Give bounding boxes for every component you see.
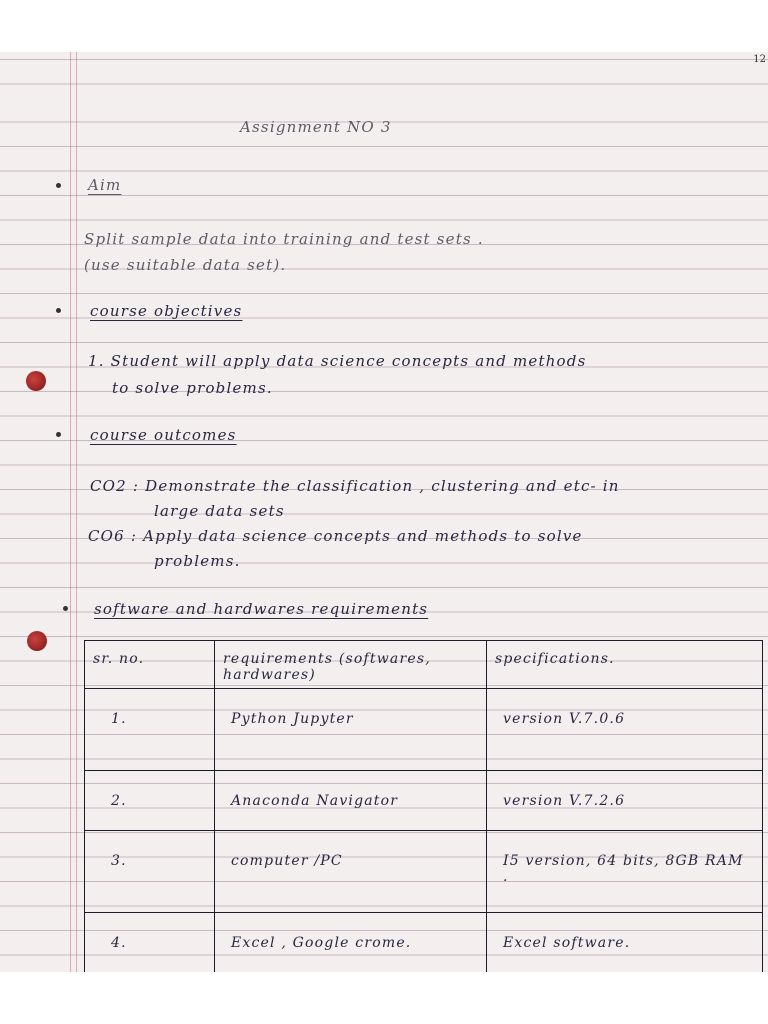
objectives-heading: course objectives [90, 302, 243, 320]
binder-hole-bottom [27, 631, 47, 651]
table-row [85, 831, 763, 913]
row-2-specification: version V.7.2.6 [487, 771, 763, 831]
column-header-specifications: specifications. [487, 641, 763, 689]
column-header-requirements: requirements (softwares, hardwares) [215, 641, 487, 689]
aim-heading: Aim [88, 176, 122, 194]
requirements-heading: software and hardwares requirements [94, 600, 429, 618]
row-2-requirement: Anaconda Navigator [215, 771, 487, 831]
assignment-title: Assignment NO 3 [240, 118, 392, 136]
row-1-specification: version V.7.0.6 [487, 689, 763, 771]
table-row [85, 771, 763, 831]
objectives-line-2: to solve problems. [112, 379, 273, 397]
outcomes-heading: course outcomes [90, 426, 237, 444]
row-1-requirement: Python Jupyter [215, 689, 487, 771]
table-row [85, 689, 763, 771]
row-4-specification: Excel software. [487, 913, 763, 973]
row-3-requirement: computer /PC [215, 831, 487, 913]
aim-line-1: Split sample data into training and test sets . [84, 230, 484, 248]
co2-line-1: CO2 : Demonstrate the classification , clustering and etc- in [90, 477, 620, 495]
notebook-page [0, 52, 768, 972]
bullet-aim [56, 183, 61, 188]
row-4-sr: 4. [85, 913, 215, 973]
bullet-requirements [63, 606, 68, 611]
row-3-sr: 3. [85, 831, 215, 913]
table-row [85, 913, 763, 973]
row-1-sr: 1. [85, 689, 215, 771]
margin-line-left [70, 52, 71, 972]
row-2-sr: 2. [85, 771, 215, 831]
co2-line-2: large data sets [154, 502, 285, 520]
table-header-row [85, 641, 763, 689]
co6-line-1: CO6 : Apply data science concepts and methods to solve [88, 527, 583, 545]
co6-line-2: problems. [154, 552, 241, 570]
margin-line-right [76, 52, 77, 972]
row-3-specification: I5 version, 64 bits, 8GB RAM . [487, 831, 763, 913]
binder-hole-top [26, 371, 46, 391]
aim-line-2: (use suitable data set). [84, 256, 287, 274]
bullet-outcomes [56, 432, 61, 437]
page-number: 12 [753, 54, 766, 65]
column-header-sr-no: sr. no. [85, 641, 215, 689]
objectives-line-1: 1. Student will apply data science concepts and methods [88, 352, 587, 370]
row-4-requirement: Excel , Google crome. [215, 913, 487, 973]
requirements-table [84, 640, 763, 972]
bullet-objectives [56, 308, 61, 313]
